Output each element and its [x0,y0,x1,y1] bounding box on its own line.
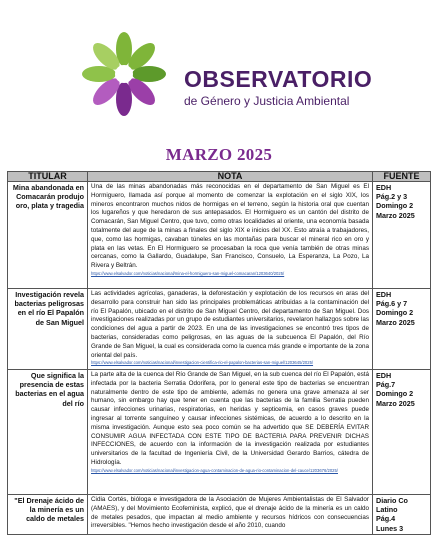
fuente-outlet: EDH [376,183,392,192]
column-header-fuente: FUENTE [373,172,431,182]
article-link[interactable]: https://www.elsalvador.com/noticias/nacional/mina-el-hormiguero-san-miguel-comacaran/1203640/2025/ [91,270,285,276]
fuente-outlet: EDH [376,290,392,299]
fuente-date: Marzo 2025 [376,210,415,220]
fuente-page: Pág.2 y 3 [376,192,408,202]
table-row [8,289,431,370]
nota-text: Las actividades agrícolas, ganaderas, la deforestación y explotación de los recursos en aras del desarrollo para construir han sido las principales problemáticas atribuidas a la contaminación del río El Papalón, ubicado en el distrito de San Miguel Centro, del departamento de San Miguel. Dos investigaciones realizadas por un grupo de estudiantes universitarios, revelaron hallazgos sobre las condiciones del agua a partir de 2023. En una de las investigaciones se encontró tres tipos de bacterias, consideradas como peligrosas, en las aguas de la subcuenca El Papalón, del Río Grande de San Miguel, la cual es considerada como la cuenca más grande e importante de la zona oriental del país. [91,290,369,359]
fuente-page: Pág.4 [376,514,396,524]
column-header-nota: NOTA [88,172,373,182]
news-table [7,171,431,535]
row-nota [88,289,373,370]
table-row [8,182,431,289]
observatorio-logo [80,28,380,120]
month-heading: MARZO 2025 [165,145,273,164]
fuente-outlet: EDH [376,371,392,380]
article-link[interactable]: https://www.elsalvador.com/noticias/nacional/investigacion-cientifica-rio-el-papalon-bacterias-san-miguel/1203645/2025/ [91,360,314,366]
row-nota [88,495,373,535]
nota-text: Cidia Cortés, bióloga e investigadora de la Asociación de Mujeres Ambientalistas de El Salvador (AMAES), y del Movimiento Ecofeminista, explicó, que el drenaje ácido de la minería es un caldo de metales pesados, que impactan al medio ambiente y recursos hídricos con consecuencias irreversibles. "Hemos hecho investigación desde el año 2010, cuando [91,496,369,530]
fuente-page: Pág.6 y 7 [376,299,408,309]
row-fuente [373,289,431,370]
fuente-date: Marzo 2025 [376,398,415,408]
leaf-circle-logo-icon [80,30,168,118]
row-titular: "El Drenaje ácido de la minería es un caldo de metales [8,495,88,535]
table-header-row [8,172,431,182]
row-fuente [373,495,431,535]
fuente-page: Pág.7 [376,380,396,390]
fuente-outlet: Diario Co Latino [376,496,408,515]
logo-title: OBSERVATORIO [184,66,373,92]
row-fuente [373,370,431,495]
row-nota [88,182,373,289]
nota-text: La parte alta de la cuenca del Río Grande de San Miguel, en la sub cuenca del río El Papalón, está infectada por la bacteria Serratia Odorifera, por lo general este tipo de bacterias se encuentran naturalmente dentro de este tipo de ambiente, además no genera una grave amenaza al ser humano, sin embargo hay que tener en cuenta que las bacterias de la familia Serratia pueden causar infecciones urinarias, respiratorias, en heridas y septicemia, en casos graves puede ingresar al torrente sanguíneo y causar infecciones sistémicas, de acuerdo a lo descrito en la misma investigación. Aunque esto sea poco común se ha advertido que SE DEBERÍA EVITAR CONSUMIR AGUA INFECTADA CON ESTE TIPO DE BACTERIA PARA PREVENIR DICHAS INFECCIONES, de acuerdo con la información de la investigación realizada por estudiantes universitarios de la facultad de Ingeniería Civil, de la Universidad Gerardo Barrios, cátedra de Hidrología. [91,371,369,466]
row-titular: Mina abandonada en Comacarán produjo oro, plata y tragedia [8,182,88,289]
column-header-titular: TITULAR [8,172,88,182]
fuente-day: Domingo 2 [376,308,414,318]
row-titular: Investigación revela bacterias peligrosas en el río El Papalón de San Miguel [8,289,88,370]
nota-text: Una de las minas abandonadas más reconocidas en el departamento de San Miguel es El Hormiguero, llamada así porque al momento de comenzar la explotación en el siglo XIX, los mineros encontraron muchos nidos de hormigas en el terreno, según la historia oral que cuentan los lugareños y que heredaron de sus antepasados. El Hormiguero es un cantón del distrito de Comacarán, San Miguel Centro, que tuvo, como otras localidades al oriente, una economía basada totalmente del auge de la minas a finales del siglo XIX e inicios del XX. Esto atraía a trabajadores, que, como las hormigas, cavaban túneles en las montañas para buscar el mineral rico en oro y plata en las vetas. En El Hormiguero se procesaban la roca que venía también de otras minas cercanas, como la Gallardo, Guadalupe, San Francisco, Consuelo, La Esperanza, La Pozo, La Rivera y Beltrán. [91,183,369,270]
logo-subtitle: de Género y Justicia Ambiental [184,94,350,108]
article-link[interactable]: https://www.elsalvador.com/noticias/nacional/investigacion-agua-contaminacion-de-agua-rio-contaminacion-del-cauce/1203676/2025/ [91,467,338,473]
row-nota [88,370,373,495]
fuente-day: Domingo 2 [376,389,414,399]
fuente-day: Lunes 3 [376,523,404,533]
row-titular: Que significa la presencia de estas bacterias en el agua del río [8,370,88,495]
table-row [8,370,431,495]
fuente-day: Domingo 2 [376,201,414,211]
row-fuente [373,182,431,289]
table-row [8,495,431,535]
fuente-date: Marzo 2025 [376,317,415,327]
